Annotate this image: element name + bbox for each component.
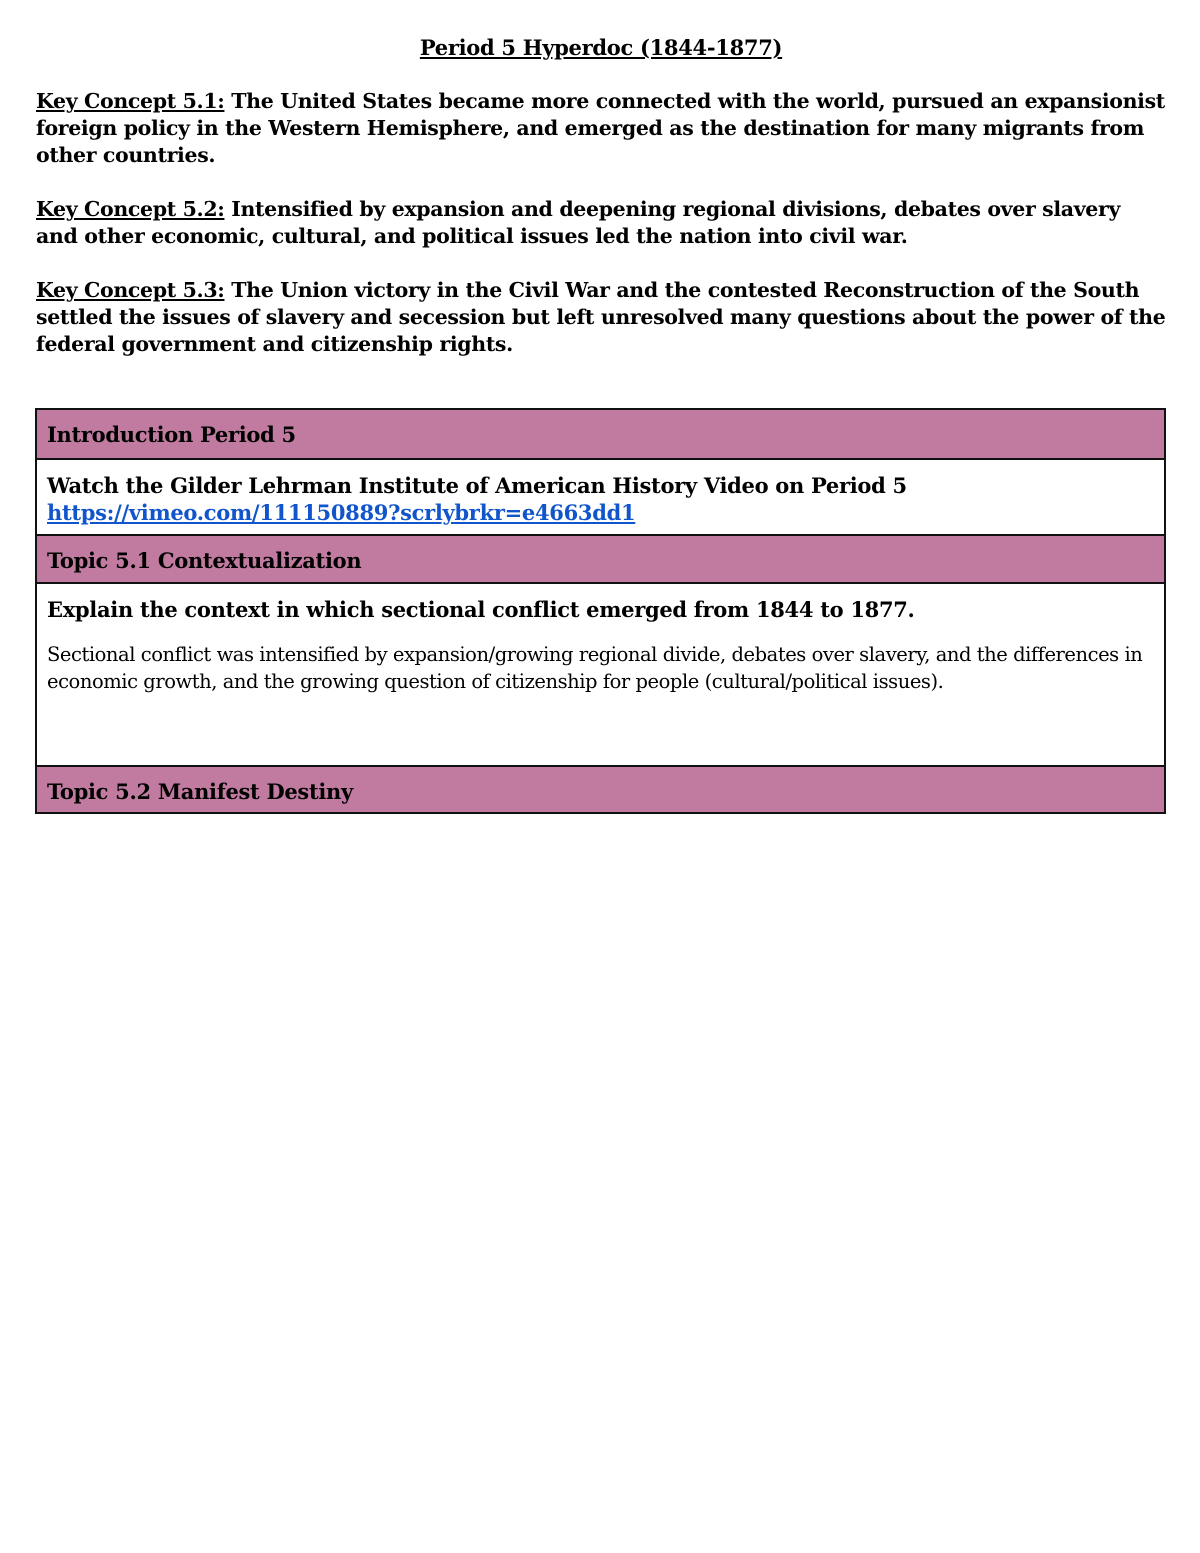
video-instruction: Watch the Gilder Lehrman Institute of American History Video on Period 5 <box>47 473 907 498</box>
key-concept-5-3 <box>36 277 1166 358</box>
video-row <box>37 458 1164 534</box>
topic-5-1-header-row <box>37 534 1164 582</box>
key-concept-5-2 <box>36 196 1166 250</box>
topic-5-1-answer: Sectional conflict was intensified by expansion/growing regional divide, debates over slavery, and the differences in economic growth, and the growing question of citizenship for people (cultural/political issues). <box>47 643 1143 693</box>
key-concept-label: Key Concept 5.3: <box>36 278 225 302</box>
intro-header: Introduction Period 5 <box>47 422 296 447</box>
document-title: Period 5 Hyperdoc (1844-1877) <box>419 35 783 60</box>
topic-5-1-header: Topic 5.1 Contextualization <box>47 548 362 573</box>
document-page <box>36 34 1166 385</box>
key-concept-text: The United States became more connected with the world, pursued an expansionist foreign policy in the Western Hemisphere, and emerged as the destination for many migrants from other countries. <box>36 89 1165 167</box>
topic-5-2-header: Topic 5.2 Manifest Destiny <box>47 779 353 804</box>
hyperdoc-table <box>35 408 1166 814</box>
topic-5-1-response-cell[interactable] <box>37 582 1164 765</box>
video-link[interactable]: https://vimeo.com/111150889?scrlybrkr=e4663dd1 <box>47 500 636 525</box>
key-concept-label: Key Concept 5.2: <box>36 197 225 221</box>
topic-5-2-header-row <box>37 765 1164 812</box>
key-concept-label: Key Concept 5.1: <box>36 89 225 113</box>
key-concept-text: The Union victory in the Civil War and the contested Reconstruction of the South settled the issues of slavery and secession but left unresolved many questions about the power of the federal government and citizenship rights. <box>36 278 1166 356</box>
key-concept-text: Intensified by expansion and deepening regional divisions, debates over slavery and other economic, cultural, and political issues led the nation into civil war. <box>36 197 1121 248</box>
intro-header-row <box>37 410 1164 458</box>
topic-5-1-prompt: Explain the context in which sectional conflict emerged from 1844 to 1877. <box>47 597 915 622</box>
key-concept-5-1 <box>36 88 1166 169</box>
